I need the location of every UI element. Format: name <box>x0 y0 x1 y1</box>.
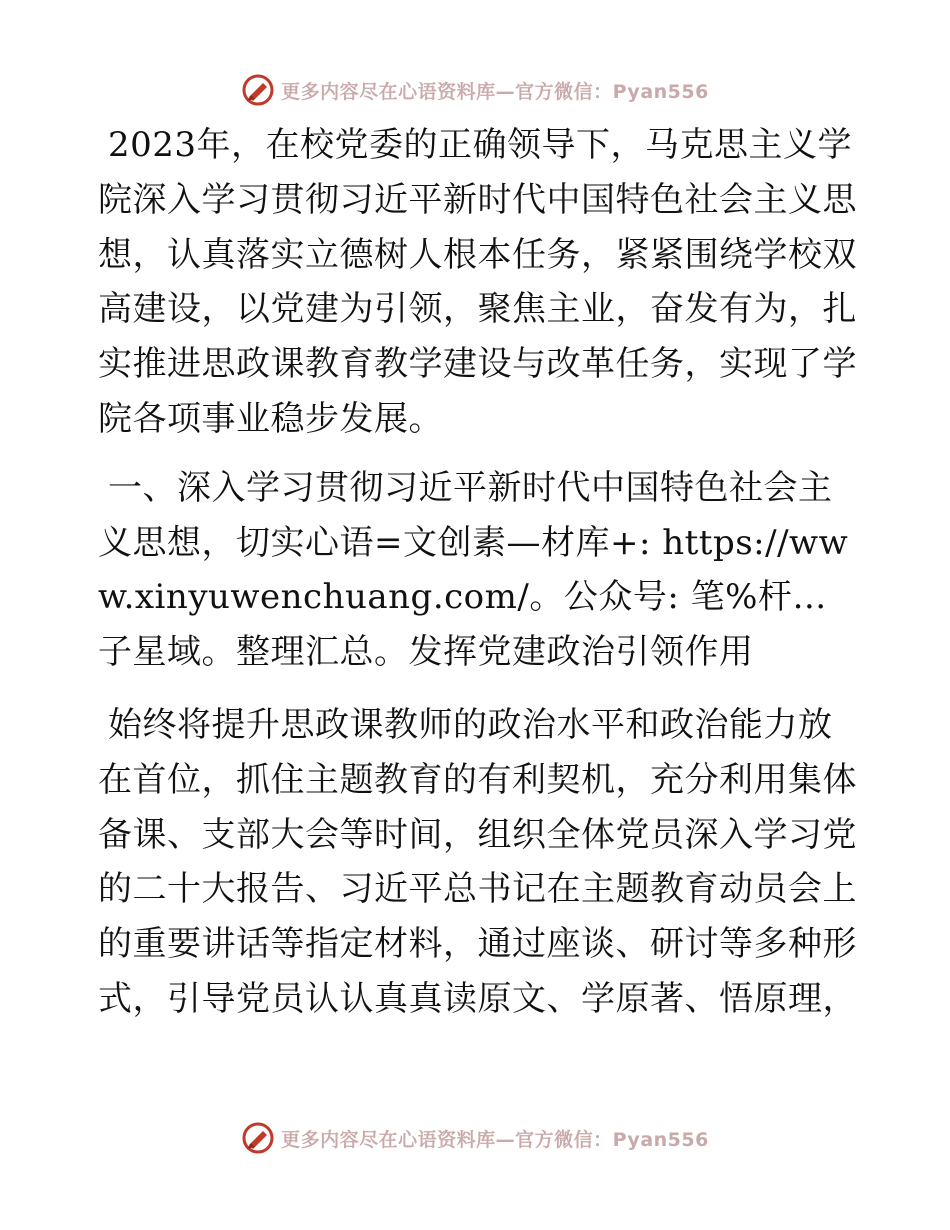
pen-circle-logo-icon <box>241 1121 275 1155</box>
paragraph-section-heading: 一、深入学习贯彻习近平新时代中国特色社会主义思想，切实心语=文创素—材库+: https://www.xinyuwenchuang.com/。公众号: 笔%杆…子星域。整理汇总。发挥党建政治引领作用 <box>98 467 849 673</box>
pen-circle-logo-icon <box>241 73 275 107</box>
header-watermark-banner <box>0 70 950 110</box>
paragraph-intro: 2023年，在校党委的正确领导下，马克思主义学院深入学习贯彻习近平新时代中国特色社会主义思想，认真落实立德树人根本任务，紧紧围绕学校双高建设，以党建为引领，聚焦主业，奋发有为，扎实推进思政课教育教学建设与改革任务，实现了学院各项事业稳步发展。 <box>98 125 857 439</box>
footer-watermark-banner <box>0 1118 950 1158</box>
paragraph-body: 始终将提升思政课教师的政治水平和政治能力放在首位，抓住主题教育的有利契机，充分利用集体备课、支部大会等时间，组织全体党员深入学习党的二十大报告、习近平总书记在主题教育动员会上的重要讲话等指定材料，通过座谈、研讨等多种形式，引导党员认认真真读原文、学原著、悟原理， <box>98 704 857 1019</box>
document-body <box>98 118 858 1037</box>
footer-banner-text: 更多内容尽在心语资料库—官方微信：Pyan556 <box>281 1128 709 1151</box>
header-banner-text: 更多内容尽在心语资料库—官方微信：Pyan556 <box>281 80 709 103</box>
